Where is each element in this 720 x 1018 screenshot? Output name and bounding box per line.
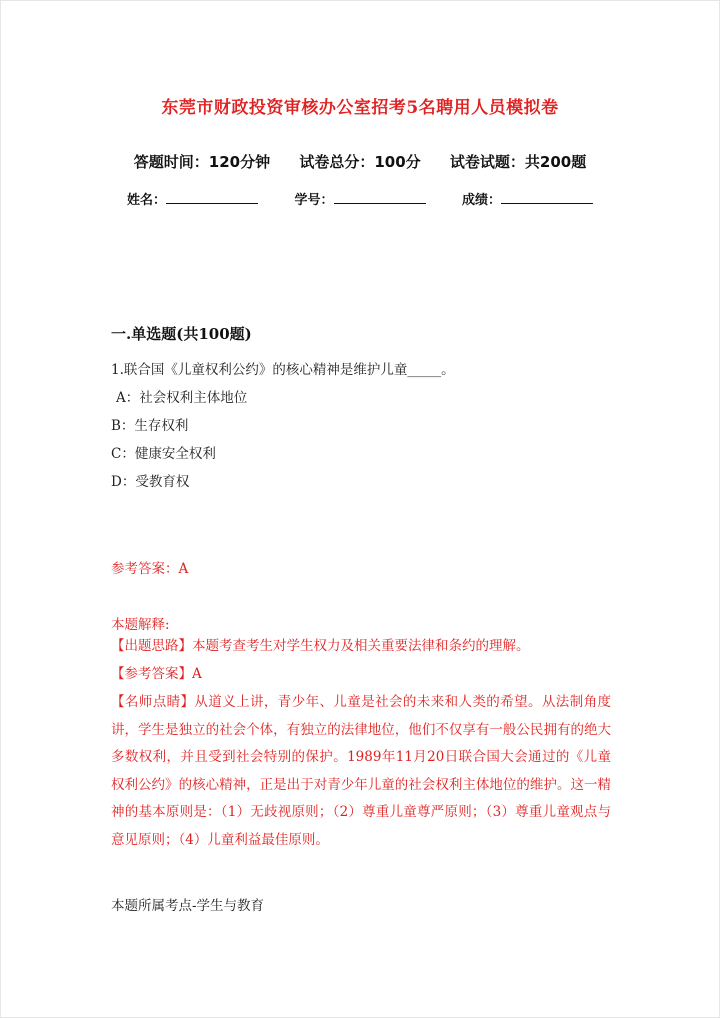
score-blank [501,191,593,204]
explanation-label: 本题解释: [111,617,170,633]
section-title: 一.单选题(共100题) [111,325,252,343]
topic-note: 本题所属考点-学生与教育 [111,898,265,914]
id-blank [334,191,426,204]
exam-time: 答题时间：120分钟 [133,153,271,171]
option-c: C：健康安全权利 [111,446,216,462]
name-label: 姓名： [126,193,166,208]
score-label: 成绩： [462,193,502,208]
exam-question-count: 试卷试题：共200题 [449,153,587,171]
explanation-ref: 【参考答案】A [111,666,202,682]
exam-total-score: 试卷总分：100分 [299,153,421,171]
id-label: 学号： [294,193,334,208]
exam-meta [1,151,719,172]
name-blank [166,191,258,204]
option-a: A：社会权利主体地位 [116,390,248,406]
option-b: B：生存权利 [111,418,189,434]
name-field [127,193,263,208]
answer-line: 参考答案：A [111,561,189,577]
explanation-tip: 【名师点睛】从道义上讲，青少年、儿童是社会的未来和人类的希望。从法制角度讲，学生是独立的社会个体，有独立的法律地位，他们不仅享有一般公民拥有的绝大多数权利，并且受到社会特别的保护。1989年11月20日联合国大会通过的《儿童权利公约》的核心精神，正是出于对青少年儿童的社会权利主体地位的维护。这一精神的基本原则是：（1）无歧视原则；（2）尊重儿童尊严原则；（3）尊重儿童观点与意见原则；（4）儿童利益最佳原则。 [111,694,611,848]
student-fields [1,189,719,208]
option-d: D：受教育权 [111,474,190,490]
score-field [462,193,593,208]
question-text: 1.联合国《儿童权利公约》的核心精神是维护儿童_____。 [111,362,455,378]
exam-title: 东莞市财政投资审核办公室招考5名聘用人员模拟卷 [161,98,559,118]
id-field [294,193,430,208]
explanation-idea: 【出题思路】本题考查考生对学生权力及相关重要法律和条约的理解。 [111,638,530,654]
